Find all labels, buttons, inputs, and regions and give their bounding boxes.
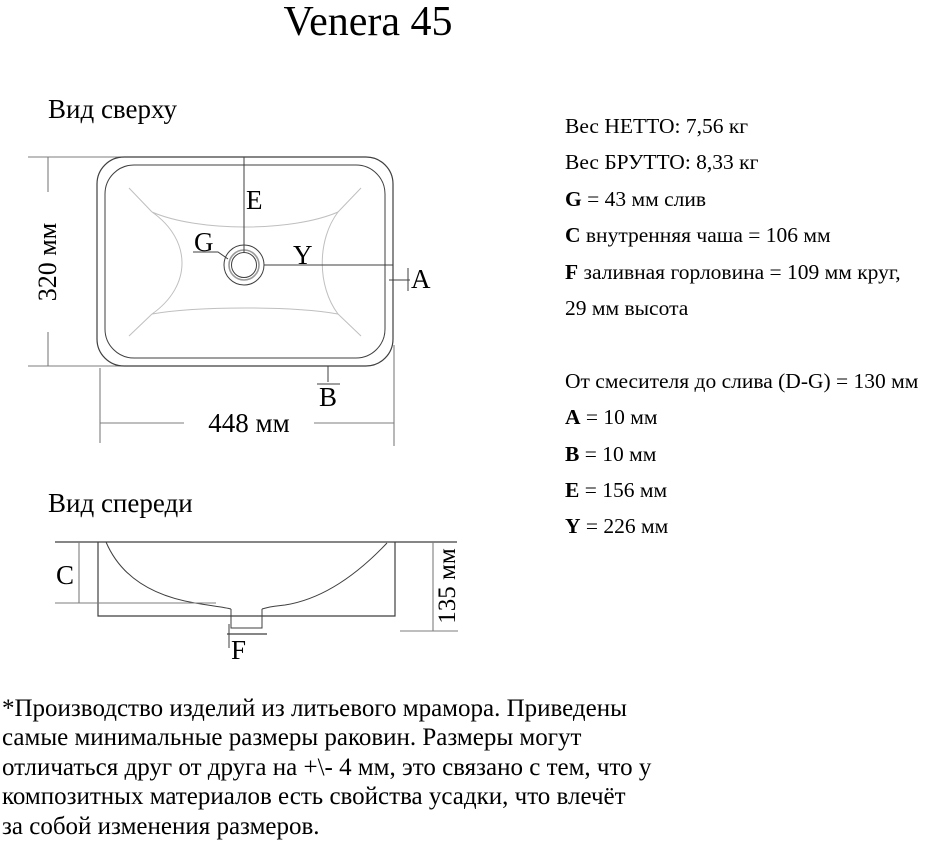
body-outline xyxy=(98,542,395,616)
spec-text: = 156 мм xyxy=(579,478,668,503)
width-dimension-label: 448 мм xyxy=(184,408,314,438)
spec-key: F xyxy=(565,259,579,284)
spec-key: G xyxy=(565,186,582,211)
spec-text: От смесителя до слива (D-G) = 130 мм xyxy=(565,368,919,393)
spec-key: E xyxy=(565,478,580,503)
spec-line xyxy=(565,181,927,217)
bowl-corner-lines xyxy=(129,185,361,336)
top-view-drawing xyxy=(28,157,410,446)
spec-key: A xyxy=(565,405,581,430)
label-b: B xyxy=(319,382,338,412)
front-view-drawing xyxy=(55,542,458,648)
label-c: C xyxy=(56,560,75,590)
footnote-line: самые минимальные размеры раковин. Размеры могут xyxy=(2,724,582,752)
spec-text: = 43 мм слив xyxy=(581,186,706,211)
label-y: Y xyxy=(293,240,313,270)
spec-line xyxy=(565,363,927,399)
front-height-dimension-label: 135 мм xyxy=(434,548,461,624)
spec-text: 29 мм высота xyxy=(565,296,689,321)
spec-line xyxy=(565,217,927,253)
sink-inner-rim xyxy=(105,165,385,358)
bowl-profile xyxy=(106,542,231,609)
spec-text: Вес НЕТТО: 7,56 кг xyxy=(565,114,749,138)
label-e: E xyxy=(246,185,263,215)
height-dimension-label: 320 мм xyxy=(33,192,63,332)
drain-notch xyxy=(231,609,262,628)
drain-circle xyxy=(224,245,264,285)
spec-line xyxy=(565,144,927,180)
spec-line xyxy=(565,326,927,362)
spec-text: = 10 мм xyxy=(580,405,658,430)
spec-key: Y xyxy=(565,514,581,539)
footnote-line: за собой изменения размеров. xyxy=(2,812,320,840)
page-title: Venera 45 xyxy=(283,0,453,45)
front-view-heading: Вид спереди xyxy=(48,488,193,518)
spec-line xyxy=(565,108,927,144)
spec-panel xyxy=(565,108,927,545)
top-view-heading: Вид сверху xyxy=(48,94,177,124)
bowl-profile-right xyxy=(262,543,387,609)
footnote-line: *Производство изделий из литьевого мрамора. Приведены xyxy=(2,695,627,722)
footnote-line: композитных материалов есть свойства усадки, что влечёт xyxy=(2,783,626,811)
spec-text: Вес БРУТТО: 8,33 кг xyxy=(565,150,759,175)
spec-line xyxy=(565,472,927,508)
spec-line xyxy=(565,254,927,290)
spec-line xyxy=(565,290,927,326)
spec-key: B xyxy=(565,441,580,466)
spec-text: = 226 мм xyxy=(580,514,669,539)
footnote xyxy=(2,694,682,841)
c-dimension-lines xyxy=(55,542,216,603)
spec-line xyxy=(565,399,927,435)
sink-outer-rim xyxy=(97,157,393,366)
spec-text: внутренняя чаша = 106 мм xyxy=(580,223,831,248)
a-tick xyxy=(389,268,410,291)
spec-line xyxy=(565,436,927,472)
spec-text: = 10 мм xyxy=(579,441,657,466)
footnote-line: отличаться друг от друга на +\- 4 мм, это связано с тем, что у xyxy=(2,753,652,781)
spec-line xyxy=(565,508,927,544)
label-g: G xyxy=(194,227,214,257)
spec-text: заливная горловина = 109 мм круг, xyxy=(578,259,901,284)
spec-key: C xyxy=(565,223,581,248)
label-f: F xyxy=(231,635,247,665)
label-a: A xyxy=(411,264,431,294)
